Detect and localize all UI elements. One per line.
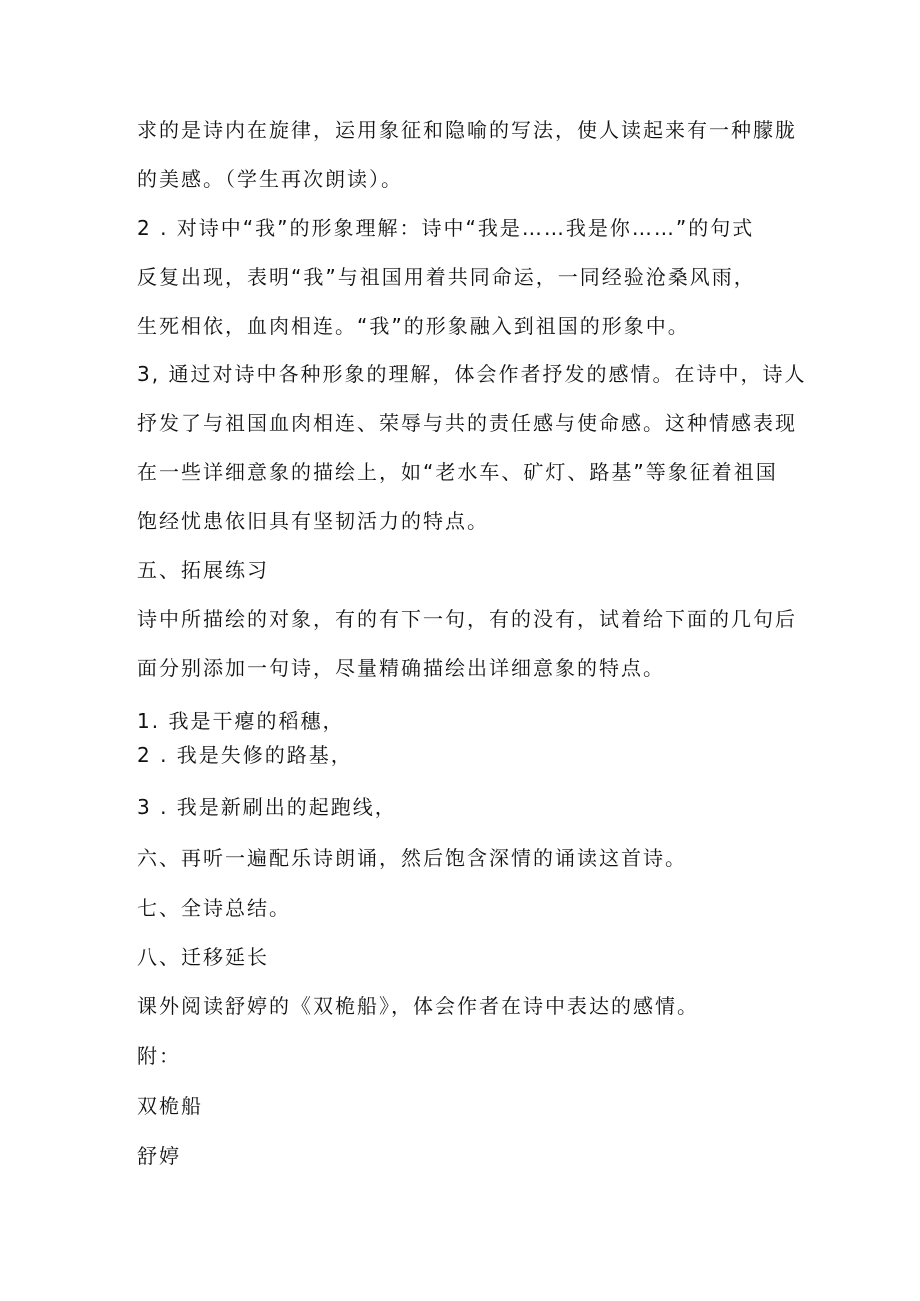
poem-title: 双桅船 (137, 1094, 203, 1118)
body-text-line: 反复出现，表明“我”与祖国用着共同命运，一同经验沧桑风雨， (137, 265, 756, 289)
list-item-2: 2 . 对诗中“我”的形象理解：诗中“我是……我是你……”的句式 (137, 216, 755, 240)
body-text-line: 在一些详细意象的描绘上，如“老水车、矿灯、路基”等象征着祖国 (137, 460, 778, 484)
body-text-line: 的美感。（学生再次朗读）。 (137, 167, 403, 191)
poem-author: 舒婷 (137, 1144, 181, 1168)
appendix-label: 附： (137, 1044, 181, 1068)
exercise-item: 1. 我是干瘪的稻穗， (137, 709, 345, 733)
body-text-line: 求的是诗内在旋律，运用象征和隐喻的写法，使人读起来有一种朦胧 (137, 118, 797, 142)
exercise-item: 2 . 我是失修的路基， (137, 743, 353, 767)
exercise-item: 3 . 我是新刷出的起跑线， (137, 795, 397, 819)
body-text-line: 饱经忧患依旧具有坚韧活力的特点。 (137, 509, 489, 533)
section-heading: 五、拓展练习 (137, 558, 269, 582)
body-text-line: 抒发了与祖国血肉相连、荣辱与共的责任感与使命感。这种情感表现 (137, 411, 797, 435)
body-text-line: 面分别添加一句诗，尽量精确描绘出详细意象的特点。 (137, 656, 665, 680)
section-heading: 八、迁移延长 (137, 945, 269, 969)
body-text-line: 课外阅读舒婷的《双桅船》，体会作者在诗中表达的感情。 (137, 994, 699, 1018)
section-heading: 七、全诗总结。 (137, 896, 291, 920)
body-text-line: 生死相依，血肉相连。“我”的形象融入到祖国的形象中。 (137, 314, 690, 338)
body-text-line: 诗中所描绘的对象，有的有下一句，有的没有，试着给下面的几句后 (137, 607, 797, 631)
section-heading: 六、再听一遍配乐诗朗诵，然后饱含深情的诵读这首诗。 (137, 846, 687, 870)
list-item-3: 3, 通过对诗中各种形象的理解，体会作者抒发的感情。在诗中，诗人 (137, 362, 807, 386)
